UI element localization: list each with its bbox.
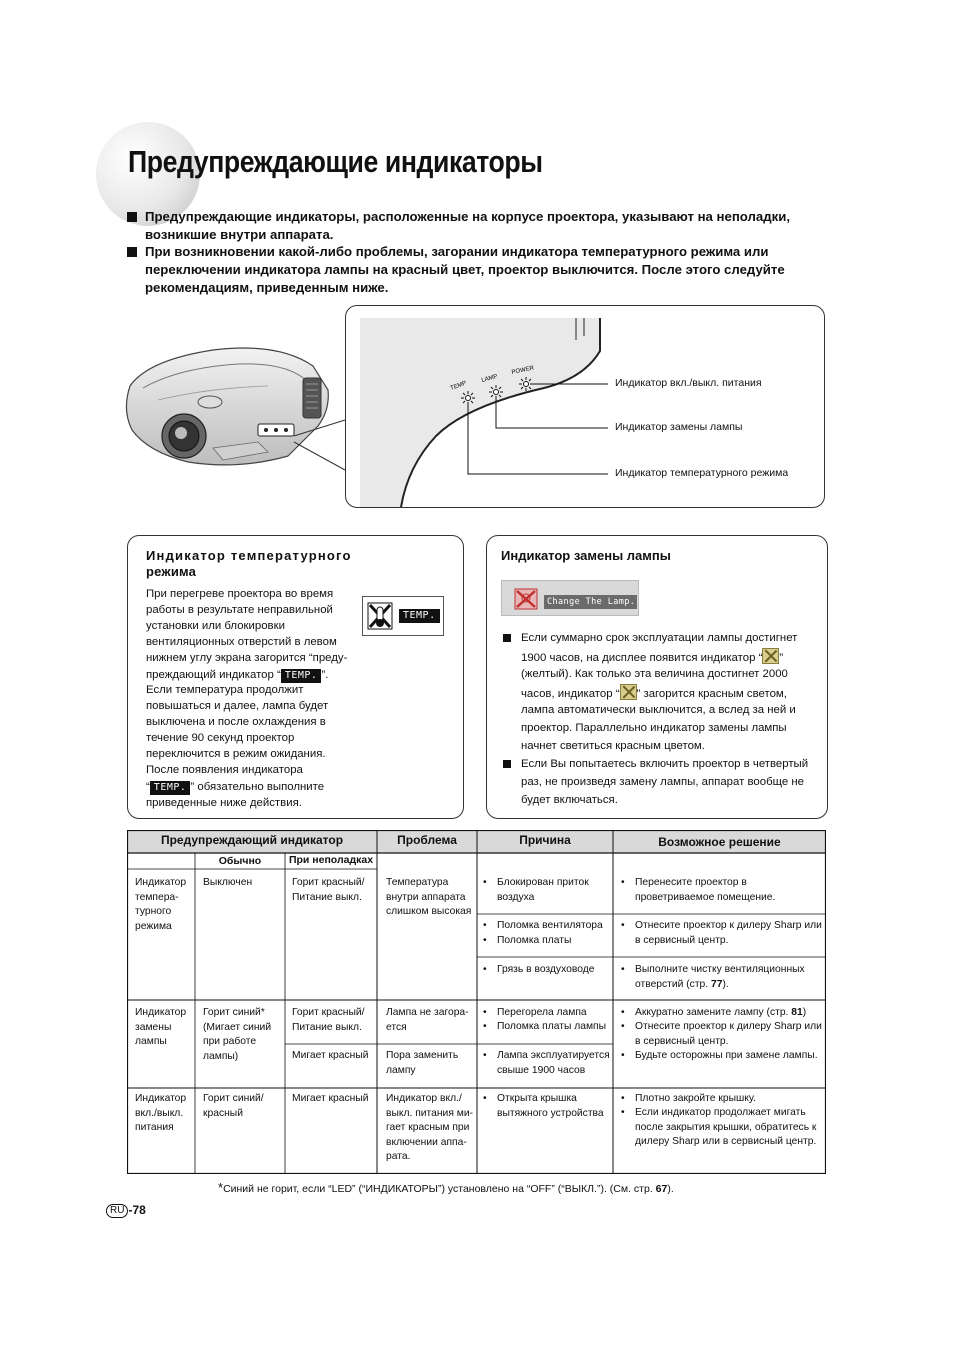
- temp-line-13: “ TEMP. ” обязательно выполните: [146, 781, 325, 793]
- language-badge: RU: [106, 1204, 128, 1218]
- lamp-indicator-callout: Индикатор замены лампы: [615, 421, 743, 433]
- row-temp-normal: Выключен: [203, 877, 253, 888]
- temp-box-heading: Индикатор температурного: [146, 548, 352, 563]
- intro-bullet-1: Предупреждающие индикаторы, расположенные на корпусе проектора, указывают на неполадки, возникшие внутри аппарата.: [127, 208, 827, 244]
- header-indicator: Предупреждающий индикатор: [160, 833, 344, 847]
- temp-line-7: Если температура продолжит: [146, 684, 304, 696]
- temp-line-6: преждающий индикатор “ TEMP. ”.: [146, 669, 329, 681]
- row-lamp-fault-2: Мигает красный: [292, 1050, 369, 1061]
- temp-badge-inline: TEMP.: [281, 669, 322, 683]
- lamp-yellow-icon: [620, 684, 637, 700]
- change-lamp-banner: Change The Lamp.: [544, 595, 637, 609]
- temp-badge: TEMP.: [399, 609, 440, 623]
- temp-line-4: вентиляционных отверстий в левом: [146, 636, 337, 648]
- lamp-yellow-icon: [762, 648, 779, 664]
- temp-line-14: приведенные ниже действия.: [146, 797, 302, 809]
- temp-box-heading-2: режима: [146, 564, 197, 579]
- row-power-name: Индикатор вкл./выкл. питания: [135, 1093, 187, 1134]
- lamp-box-heading: Индикатор замены лампы: [501, 548, 671, 563]
- row-power-fault: Мигает красный: [292, 1093, 369, 1104]
- power-indicator-callout: Индикатор вкл./выкл. питания: [615, 377, 762, 389]
- row-lamp-problem-1: Лампа не загора- ется: [386, 1007, 469, 1033]
- temp-line-11: переключится в режим ожидания.: [146, 748, 326, 760]
- row-power-problem: Индикатор вкл./ выкл. питания ми- гает красным при включении аппа- рата.: [386, 1093, 474, 1163]
- square-bullet-icon: [503, 634, 511, 642]
- header-problem: Проблема: [397, 833, 457, 847]
- temp-line-10: течение 90 секунд проектор: [146, 732, 295, 744]
- row-temp-problem: Температура внутри аппарата слишком высокая: [386, 877, 472, 918]
- temp-badge-inline-2: TEMP.: [150, 781, 191, 795]
- footnote: *Синий не горит, если “LED” (“ИНДИКАТОРЫ”) установлено на “OFF” (“ВЫКЛ.”). (См. стр. 67).: [218, 1180, 674, 1195]
- intro-bullet-2: При возникновении какой-либо проблемы, загорании индикатора температурного режима или переключении индикатора лампы на красный цвет, проектор выключится. После этого следуйте рекомендациям, приведенным ниже.: [127, 243, 827, 297]
- thermometer-warning-icon: [367, 602, 393, 630]
- power-panel-label: POWER: [511, 365, 535, 376]
- temp-panel-label: TEMP: [449, 380, 468, 392]
- header-cause: Причина: [519, 833, 571, 847]
- temp-line-9: выключена и после охлаждения в: [146, 716, 326, 728]
- subheader-normal: Обычно: [218, 855, 262, 867]
- temp-line-3: установки или блокировки: [146, 620, 285, 632]
- indicator-location-diagram: [345, 305, 825, 508]
- subheader-fault: При неполадках: [288, 854, 374, 866]
- row-lamp-name: Индикатор замены лампы: [135, 1007, 187, 1048]
- row-lamp-problem-2: Пора заменить лампу: [386, 1050, 459, 1076]
- temp-line-2: работы в результате неправильной: [146, 604, 333, 616]
- temp-line-12: После появления индикатора: [146, 764, 303, 776]
- lamp-screen-example: [501, 580, 639, 616]
- lamp-indicator-box: Индикатор замены лампы Change The Lamp. Если суммарно срок эксплуатации лампы достигнет 1900 часов, на дисплее появится индикатор “ ” (желтый). Как только эта величина достигнет 2000 часов, индикатор “ ” загорится красным светом, лампа автоматически выключится, а вслед за ней и проектор. Параллельно индикатор замены лампы начнет светиться красным цветом. Если Вы попытаетесь включить проектор в четвертый раз, не произведя замену лампы, аппарат вообще не будет включаться.: [486, 535, 828, 819]
- temp-line-8: повышаться и далее, лампа будет: [146, 700, 329, 712]
- row-lamp-normal: Горит синий* (Мигает синий при работе лампы): [203, 1007, 272, 1062]
- temp-indicator-callout: Индикатор температурного режима: [615, 467, 789, 479]
- temp-line-1: При перегреве проектора во время: [146, 588, 334, 600]
- temp-screen-example: [362, 596, 444, 636]
- page-title: Предупреждающие индикаторы: [128, 144, 543, 179]
- row-power-normal: Горит синий/ красный: [203, 1093, 264, 1119]
- square-bullet-icon: [503, 760, 511, 768]
- temp-line-5: нижнем углу экрана загорится “преду-: [146, 652, 348, 664]
- row-temp-fault: Горит красный/ Питание выкл.: [292, 877, 365, 903]
- page-number: RU -78: [106, 1203, 146, 1218]
- row-temp-name: Индикатор темпера- турного режима: [135, 877, 187, 932]
- warning-indicator-table: Предупреждающий индикатор Проблема Причина Возможное решение Обычно При неполадках Индикатор темпера- турного режима Выключен Горит красный/ Питание выкл. Температура внутри аппарата слишком высокая • Блокирован приток воздуха • Перенесите проектор в проветриваемое помещение. • Поломка вентилятора • Поломка платы • Отнесите проектор к дилеру Sharp или в сервисный центр. • Грязь в воздуховоде • Выполните чистку вентиляционных отверстий (стр. 77). Индикатор замены лампы Горит синий* (Мигает синий при работе лампы) Горит красный/ Питание выкл. Лампа не загора- ется • Перегорела лампа • Поломка платы лампы • Аккуратно замените лампу (стр. 81) • Отнесите проектор к дилеру Sharp или в сервисный центр. • Будьте осторожны при замене лампы. Мигает красный Пора заменить лампу • Лампа эксплуатируется свыше 1900 часов Индикатор вкл./выкл. питания Горит синий/ красный Мигает красный Индикатор вкл./ выкл. питания ми- гает красным при включении аппа- рата. • Открыта крышка вытяжного устройства • Плотно закройте крышку. • Если индикатор продолжает мигать после закрытия крышки, обратитесь к дилеру Sharp или в сервисный центр.: [127, 830, 826, 1174]
- temp-indicator-box: [127, 535, 464, 819]
- lamp-panel-label: LAMP: [480, 373, 499, 384]
- header-solution: Возможное решение: [658, 835, 781, 849]
- lamp-warning-icon: [514, 588, 538, 610]
- row-lamp-fault-1: Горит красный/ Питание выкл.: [292, 1007, 365, 1033]
